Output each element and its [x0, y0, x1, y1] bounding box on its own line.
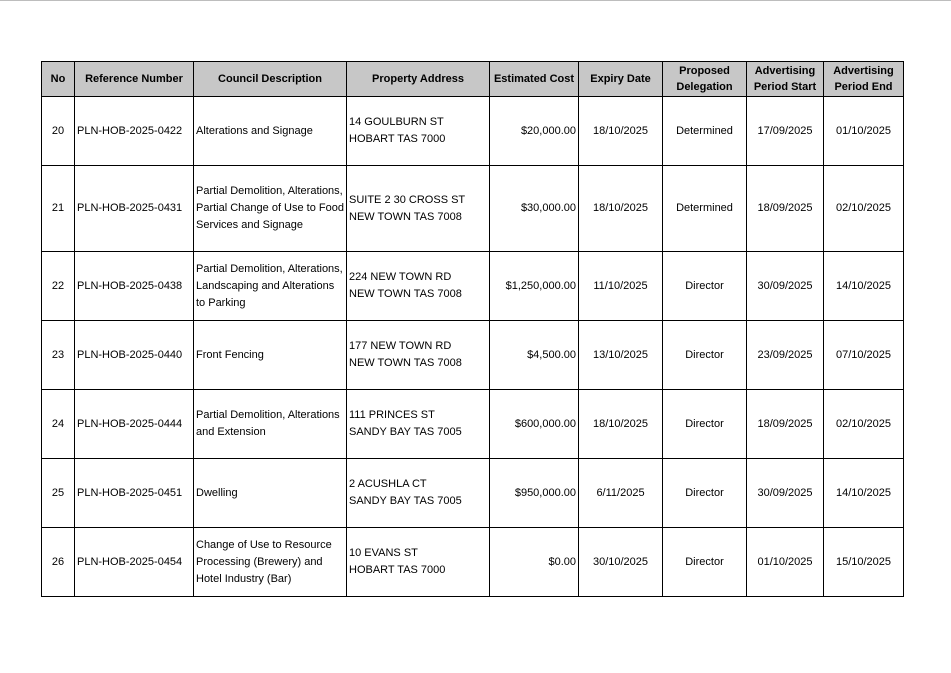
cell-expiry-date: 18/10/2025 [579, 97, 663, 166]
cell-property-address [347, 252, 490, 321]
header-advertising-start-line2: Period Start [753, 81, 817, 93]
cell-estimated-cost: $4,500.00 [490, 321, 579, 390]
address-line-2: NEW TOWN TAS 7008 [349, 357, 462, 369]
cell-expiry-date: 18/10/2025 [579, 390, 663, 459]
address-line-1: 224 NEW TOWN RD [349, 271, 452, 283]
cell-property-address [347, 528, 490, 597]
cell-proposed-delegation: Director [663, 321, 747, 390]
table-row [42, 166, 904, 252]
cell-property-address [347, 97, 490, 166]
cell-property-address [347, 459, 490, 528]
cell-advertising-start: 30/09/2025 [747, 252, 824, 321]
header-proposed-delegation-line1: Proposed [679, 65, 730, 77]
cell-council-description: Alterations and Signage [194, 97, 347, 166]
cell-no: 21 [42, 166, 75, 252]
header-proposed-delegation-line2: Delegation [676, 81, 733, 93]
cell-reference-number: PLN-HOB-2025-0451 [75, 459, 194, 528]
cell-estimated-cost: $0.00 [490, 528, 579, 597]
table-row [42, 459, 904, 528]
cell-estimated-cost: $30,000.00 [490, 166, 579, 252]
address-line-2: NEW TOWN TAS 7008 [349, 210, 462, 223]
cell-reference-number: PLN-HOB-2025-0454 [75, 528, 194, 597]
header-expiry-date: Expiry Date [579, 62, 663, 97]
cell-advertising-end: 01/10/2025 [824, 97, 904, 166]
cell-proposed-delegation: Director [663, 459, 747, 528]
address-line-2: SANDY BAY TAS 7005 [349, 426, 462, 438]
cell-council-description: Partial Demolition, Alterations and Extension [194, 390, 347, 459]
cell-no: 22 [42, 252, 75, 321]
cell-no: 24 [42, 390, 75, 459]
cell-advertising-start: 23/09/2025 [747, 321, 824, 390]
header-advertising-start-line1: Advertising [754, 65, 816, 77]
header-property-address: Property Address [347, 62, 490, 97]
cell-advertising-end: 02/10/2025 [824, 166, 904, 252]
cell-advertising-end: 02/10/2025 [824, 390, 904, 459]
cell-advertising-end: 14/10/2025 [824, 252, 904, 321]
cell-expiry-date: 13/10/2025 [579, 321, 663, 390]
cell-no: 25 [42, 459, 75, 528]
cell-no: 26 [42, 528, 75, 597]
cell-expiry-date: 6/11/2025 [579, 459, 663, 528]
page-top-rule [0, 0, 951, 1]
cell-advertising-start: 30/09/2025 [747, 459, 824, 528]
address-line-2: HOBART TAS 7000 [349, 133, 446, 145]
header-no: No [42, 62, 75, 97]
cell-expiry-date: 18/10/2025 [579, 166, 663, 252]
cell-advertising-start: 01/10/2025 [747, 528, 824, 597]
table-row [42, 528, 904, 597]
address-line-1: 2 ACUSHLA CT [349, 478, 427, 490]
cell-no: 20 [42, 97, 75, 166]
cell-advertising-start: 18/09/2025 [747, 390, 824, 459]
address-line-1: 111 PRINCES ST [349, 409, 435, 421]
cell-reference-number: PLN-HOB-2025-0444 [75, 390, 194, 459]
cell-estimated-cost: $20,000.00 [490, 97, 579, 166]
cell-council-description: Dwelling [194, 459, 347, 528]
header-advertising-end-line1: Advertising [833, 65, 894, 77]
cell-proposed-delegation: Determined [663, 97, 747, 166]
cell-council-description: Partial Demolition, Alterations, Partial Change of Use to Food Services and Signage [194, 166, 347, 252]
address-line-1: 10 EVANS ST [349, 547, 418, 559]
cell-reference-number: PLN-HOB-2025-0431 [75, 166, 194, 252]
cell-council-description: Change of Use to Resource Processing (Brewery) and Hotel Industry (Bar) [194, 528, 347, 597]
table-row [42, 97, 904, 166]
header-estimated-cost: Estimated Cost [490, 62, 579, 97]
cell-reference-number: PLN-HOB-2025-0438 [75, 252, 194, 321]
address-line-1: 177 NEW TOWN RD [349, 340, 452, 352]
cell-estimated-cost: $950,000.00 [490, 459, 579, 528]
table-header-row [42, 62, 904, 97]
address-line-2: NEW TOWN TAS 7008 [349, 288, 462, 300]
header-advertising-period-end [824, 62, 904, 97]
cell-advertising-end: 15/10/2025 [824, 528, 904, 597]
cell-property-address [347, 166, 490, 252]
cell-estimated-cost: $1,250,000.00 [490, 252, 579, 321]
cell-expiry-date: 30/10/2025 [579, 528, 663, 597]
header-advertising-period-start [747, 62, 824, 97]
cell-council-description: Front Fencing [194, 321, 347, 390]
header-reference-number: Reference Number [75, 62, 194, 97]
cell-reference-number: PLN-HOB-2025-0422 [75, 97, 194, 166]
header-council-description: Council Description [194, 62, 347, 97]
cell-proposed-delegation: Director [663, 252, 747, 321]
cell-no: 23 [42, 321, 75, 390]
table-row [42, 321, 904, 390]
cell-estimated-cost: $600,000.00 [490, 390, 579, 459]
address-line-1: SUITE 2 30 CROSS ST [349, 193, 466, 206]
table-row [42, 390, 904, 459]
table-row [42, 252, 904, 321]
cell-advertising-start: 18/09/2025 [747, 166, 824, 252]
address-line-2: SANDY BAY TAS 7005 [349, 495, 462, 507]
cell-expiry-date: 11/10/2025 [579, 252, 663, 321]
planning-applications-table [41, 61, 904, 597]
cell-advertising-end: 14/10/2025 [824, 459, 904, 528]
cell-proposed-delegation: Director [663, 528, 747, 597]
cell-property-address [347, 390, 490, 459]
cell-council-description: Partial Demolition, Alterations, Landscaping and Alterations to Parking [194, 252, 347, 321]
cell-advertising-end: 07/10/2025 [824, 321, 904, 390]
cell-reference-number: PLN-HOB-2025-0440 [75, 321, 194, 390]
cell-property-address [347, 321, 490, 390]
address-line-1: 14 GOULBURN ST [349, 116, 444, 128]
cell-proposed-delegation: Determined [663, 166, 747, 252]
header-proposed-delegation [663, 62, 747, 97]
address-line-2: HOBART TAS 7000 [349, 564, 446, 576]
cell-advertising-start: 17/09/2025 [747, 97, 824, 166]
header-advertising-end-line2: Period End [834, 81, 893, 93]
cell-proposed-delegation: Director [663, 390, 747, 459]
